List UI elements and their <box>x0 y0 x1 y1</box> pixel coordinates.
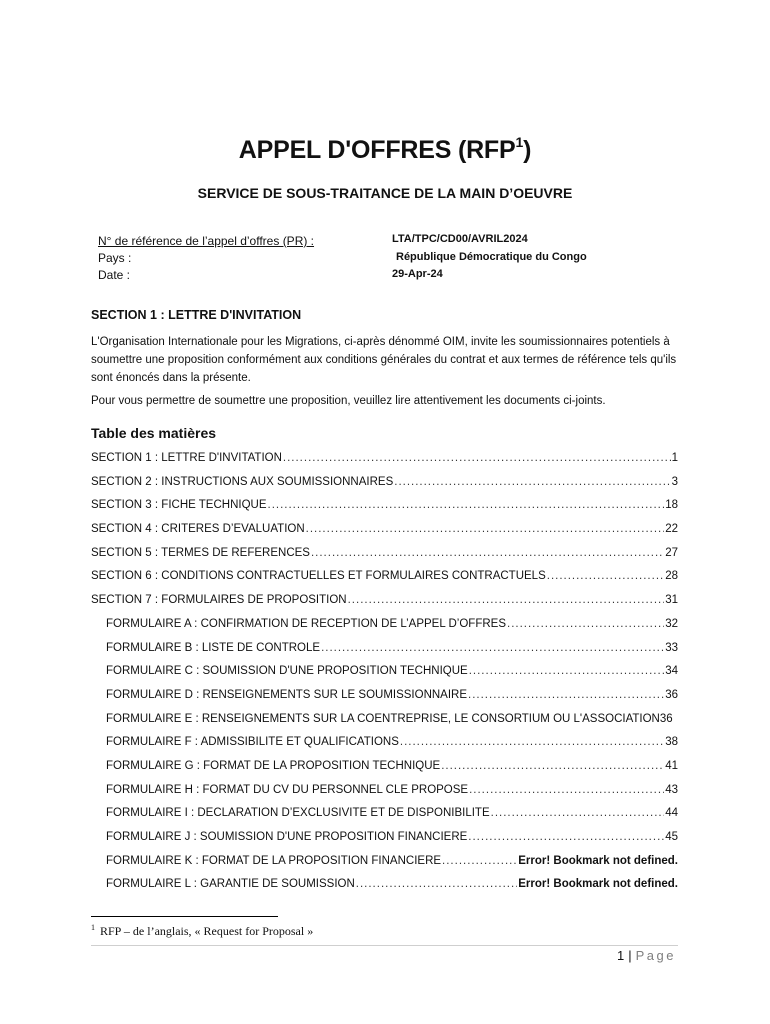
toc-entry-page: 36 <box>665 688 678 701</box>
toc-entry[interactable] <box>91 570 678 594</box>
toc-entry-page: 34 <box>665 665 678 678</box>
toc-leader-dots <box>356 878 517 890</box>
toc-leader-dots <box>468 831 664 843</box>
reference-value-date: 29-Apr-24 <box>392 268 443 280</box>
section1-heading: SECTION 1 : LETTRE D'INVITATION <box>91 308 302 322</box>
toc-leader-dots <box>469 665 664 677</box>
toc-entry-page: 18 <box>665 499 678 512</box>
toc-entry-page: 41 <box>665 759 678 772</box>
toc-leader-dots <box>469 784 664 796</box>
toc-entry-page: 22 <box>665 523 678 536</box>
toc-entry-label: FORMULAIRE C : SOUMISSION D'UNE PROPOSITION TECHNIQUE <box>106 665 468 678</box>
toc-leader-dots <box>306 523 665 535</box>
toc-leader-dots <box>441 760 664 772</box>
page-footer <box>617 948 676 963</box>
toc-leader-dots <box>321 642 664 654</box>
toc-entry[interactable] <box>91 831 678 855</box>
toc-entry-label: FORMULAIRE E : RENSEIGNEMENTS SUR LA COENTREPRISE, LE CONSORTIUM OU L'ASSOCIATION <box>106 712 660 725</box>
toc-leader-dots <box>394 476 670 488</box>
table-of-contents <box>91 452 678 902</box>
reference-label-country: Pays : <box>98 251 132 265</box>
toc-entry-page: 1 <box>671 452 678 464</box>
toc-entry-label: FORMULAIRE B : LISTE DE CONTRÔLE <box>106 641 321 654</box>
toc-entry-label: SECTION 3 : FICHE TECHNIQUE <box>91 499 267 512</box>
toc-leader-dots <box>442 855 517 867</box>
toc-entry-page: 36 <box>659 712 673 725</box>
toc-entry-page: 33 <box>665 641 678 654</box>
toc-entry-page: 38 <box>665 736 678 749</box>
reference-label-pr: N° de référence de l’appel d’offres (PR) : <box>98 234 315 248</box>
toc-entry[interactable] <box>91 452 678 476</box>
toc-entry-page: Error! Bookmark not defined. <box>518 854 678 867</box>
toc-entry[interactable] <box>91 523 678 547</box>
toc-entry-page: 27 <box>665 546 678 559</box>
footnote-separator <box>91 916 278 917</box>
toc-leader-dots <box>507 618 664 630</box>
toc-entry[interactable] <box>91 878 678 902</box>
reference-labels <box>98 233 314 284</box>
toc-entry[interactable] <box>91 689 678 713</box>
toc-leader-dots <box>283 452 671 464</box>
toc-entry-page: 45 <box>665 831 678 843</box>
toc-entry-label: FORMULAIRE L : GARANTIE DE SOUMISSION <box>106 878 355 891</box>
toc-entry-page: 43 <box>665 783 678 796</box>
reference-value-pr: LTA/TPC/CD00/AVRIL2024 <box>392 233 528 245</box>
toc-leader-dots <box>348 594 665 606</box>
toc-entry-page: 28 <box>665 570 678 583</box>
footer-page-word: Page <box>635 948 676 963</box>
toc-entry[interactable] <box>91 594 678 618</box>
title-footnote-ref: 1 <box>515 134 524 150</box>
toc-entry[interactable] <box>91 476 678 500</box>
toc-entry[interactable] <box>91 784 678 808</box>
toc-entry[interactable] <box>91 642 678 666</box>
toc-entry-label: FORMULAIRE K : FORMAT DE LA PROPOSITION FINANCIÈRE <box>106 854 442 867</box>
toc-heading: Table des matières <box>91 425 217 441</box>
reference-value-country: République Démocratique du Congo <box>396 250 587 263</box>
toc-leader-dots <box>400 736 664 748</box>
footer-rule <box>91 945 678 946</box>
toc-entry-label: SECTION 6 : CONDITIONS CONTRACTUELLES ET FORMULAIRES CONTRACTUELS <box>91 570 546 583</box>
footer-page-number: 1 <box>617 948 625 963</box>
toc-entry-page: 31 <box>665 594 678 607</box>
toc-entry[interactable] <box>91 618 678 642</box>
toc-entry-label: SECTION 4 : CRITÈRES D’ÉVALUATION <box>91 523 305 536</box>
instructions-paragraph: Pour vous permettre de soumettre une proposition, veuillez lire attentivement les documents ci-joints. <box>91 395 606 407</box>
toc-leader-dots <box>491 807 665 819</box>
toc-entry-page: 32 <box>665 617 678 630</box>
document-title <box>0 136 770 165</box>
toc-entry-page: 3 <box>671 475 678 488</box>
title-text: APPEL D'OFFRES (RFP <box>238 136 516 164</box>
toc-entry-label: SECTION 5 : TERMES DE REFERENCES <box>91 546 310 559</box>
toc-entry-label: FORMULAIRE G : FORMAT DE LA PROPOSITION TECHNIQUE <box>106 759 441 772</box>
toc-entry-label: FORMULAIRE D : RENSEIGNEMENTS SUR LE SOUMISSIONNAIRE <box>106 688 468 701</box>
toc-entry[interactable] <box>91 713 678 737</box>
toc-entry-label: FORMULAIRE H : FORMAT DU CV DU PERSONNEL CLÉ PROPOSÉ <box>106 783 469 796</box>
footnote-text: RFP – de l’anglais, « Request for Proposal » <box>100 924 314 938</box>
invitation-paragraph: L'Organisation Internationale pour les Migrations, ci-après dénommé OIM, invite les soumissionnaires potentiels à soumettre une proposition conformément aux conditions générales du contrat et aux termes de référence tels qu'ils sont énoncés dans la présente. <box>91 336 677 384</box>
toc-entry-label: FORMULAIRE A : CONFIRMATION DE RECEPTION DE L’APPEL D’OFFRES <box>106 617 507 630</box>
reference-values <box>392 231 587 284</box>
document-subtitle: SERVICE DE SOUS-TRAITANCE DE LA MAIN D’OEUVRE <box>197 185 573 201</box>
toc-entry[interactable] <box>91 499 678 523</box>
toc-entry[interactable] <box>91 665 678 689</box>
toc-entry-label: SECTION 7 : FORMULAIRES DE PROPOSITION <box>91 594 347 607</box>
toc-entry-label: FORMULAIRE F : ADMISSIBILITÉ ET QUALIFICATIONS <box>106 736 399 749</box>
toc-entry-page: 44 <box>665 807 678 820</box>
toc-entry[interactable] <box>91 547 678 571</box>
toc-leader-dots <box>311 547 664 559</box>
toc-entry[interactable] <box>91 855 678 879</box>
toc-entry-label: FORMULAIRE J : SOUMISSION D'UNE PROPOSITION FINANCIÈRE <box>106 831 468 843</box>
toc-entry-page: Error! Bookmark not defined. <box>518 878 678 891</box>
footer-separator: | <box>628 948 632 963</box>
toc-entry-label: FORMULAIRE I : DÉCLARATION D’EXCLUSIVITÉ ET DE DISPONIBILITÉ <box>106 807 490 820</box>
toc-leader-dots <box>468 689 664 701</box>
reference-label-date: Date : <box>98 268 131 282</box>
toc-entry[interactable] <box>91 736 678 760</box>
toc-entry-label: SECTION 2 : INSTRUCTIONS AUX SOUMISSIONNAIRES <box>91 475 394 488</box>
toc-entry[interactable] <box>91 760 678 784</box>
title-close: ) <box>523 136 532 164</box>
footnote <box>91 924 313 939</box>
toc-entry[interactable] <box>91 807 678 831</box>
footnote-number: 1 <box>91 923 95 932</box>
toc-leader-dots <box>268 499 665 511</box>
toc-entry-label: SECTION 1 : LETTRE D'INVITATION <box>91 452 282 464</box>
toc-leader-dots <box>547 570 664 582</box>
